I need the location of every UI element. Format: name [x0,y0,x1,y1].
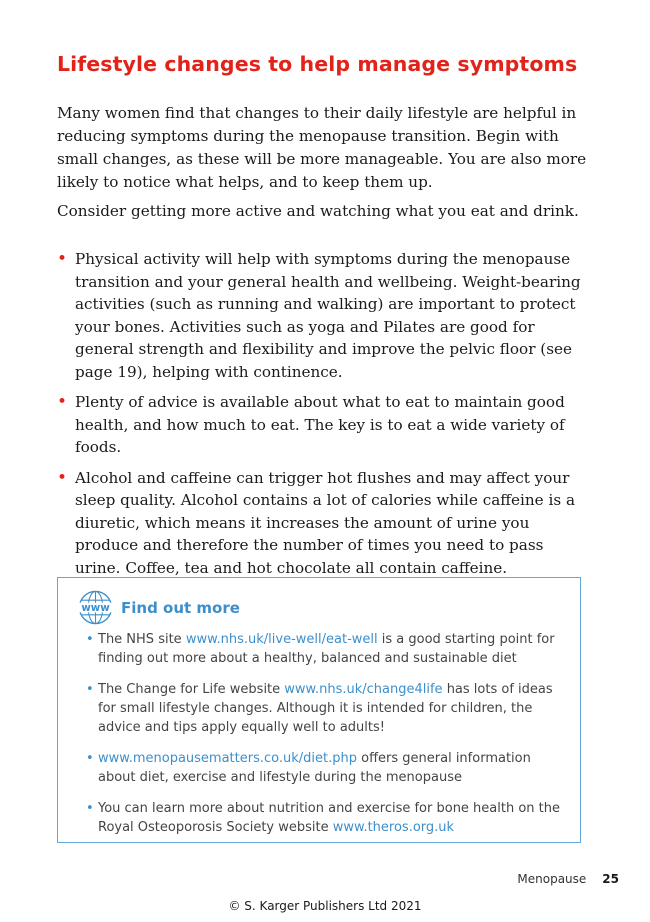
list-item [57,248,592,383]
resource-list [86,630,566,849]
copyright-notice: © S. Karger Publishers Ltd 2021 [228,899,422,913]
item-text-after: offers general information about diet, exercise and lifestyle during the menopause [98,751,531,785]
bullet-icon: • [57,392,68,412]
bullet-icon: • [57,249,68,269]
bullet-icon: • [86,682,94,697]
item-text-before: The NHS site [98,632,186,647]
consider-paragraph: Consider getting more active and watching what you eat and drink. [57,202,579,220]
bullet-icon: • [57,467,68,488]
list-item [86,680,566,737]
www-icon-text: www [81,602,110,614]
item-text-before: You can learn more about nutrition and exercise for bone health on the Royal Osteoporosis Society website [98,801,561,835]
intro-paragraph: Many women find that changes to their daily lifestyle are helpful in reducing symptoms during the menopause transition. Begin with small changes, as these will be more manageable. You are also more likely to notice what helps, and to keep them up. [57,104,587,191]
find-out-more-header [78,590,240,625]
bullet-icon: • [86,751,94,766]
list-item [86,630,566,668]
menopause-matters-link[interactable]: www.menopausematters.co.uk/diet.php [98,751,357,766]
page-title: Lifestyle changes to help manage symptoms [57,52,578,76]
find-out-more-title: Find out more [121,598,240,617]
bullet-text: Alcohol and caffeine can trigger hot flushes and may affect your sleep quality. Alcohol contains a lot of calories while caffeine is a diuretic, which means it increases the amount of urine you produce and therefore the number of times you need to pass urine. Coffee, tea and hot chocolate all contain caffeine. [75,468,576,577]
change4life-link[interactable]: www.nhs.uk/change4life [284,682,443,697]
bullet-icon: • [86,801,94,816]
nhs-eat-well-link[interactable]: www.nhs.uk/live-well/eat-well [185,632,378,647]
bullet-text: Plenty of advice is available about what to eat to maintain good health, and how much to eat. The key is to eat a wide variety of foods. [75,393,565,456]
item-text-after: is a good starting point for finding out more about a healthy, balanced and sustainable diet [98,632,555,666]
find-out-more-box [57,577,581,843]
page-footer [517,872,619,886]
theros-link[interactable]: www.theros.org.uk [332,820,455,835]
item-text-after: has lots of ideas for small lifestyle changes. Although it is intended for children, the advice and tips apply equally well to adults! [98,682,553,735]
list-item [86,749,566,787]
lifestyle-bullet-list [57,248,592,587]
bullet-icon: • [86,632,94,647]
item-text-before: The Change for Life website [98,682,285,697]
list-item [86,799,566,837]
page-number: 25 [602,872,619,886]
list-item [57,391,592,459]
footer-section: Menopause [517,872,587,886]
list-item [57,467,592,580]
bullet-text: Physical activity will help with symptoms during the menopause transition and your general health and wellbeing. Weight-bearing activities (such as running and walking) are important to protect your bones. Activities such as yoga and Pilates are good for general strength and flexibility and improve the pelvic floor (see page 19), helping with continence. [75,250,581,381]
globe-icon [78,590,113,625]
